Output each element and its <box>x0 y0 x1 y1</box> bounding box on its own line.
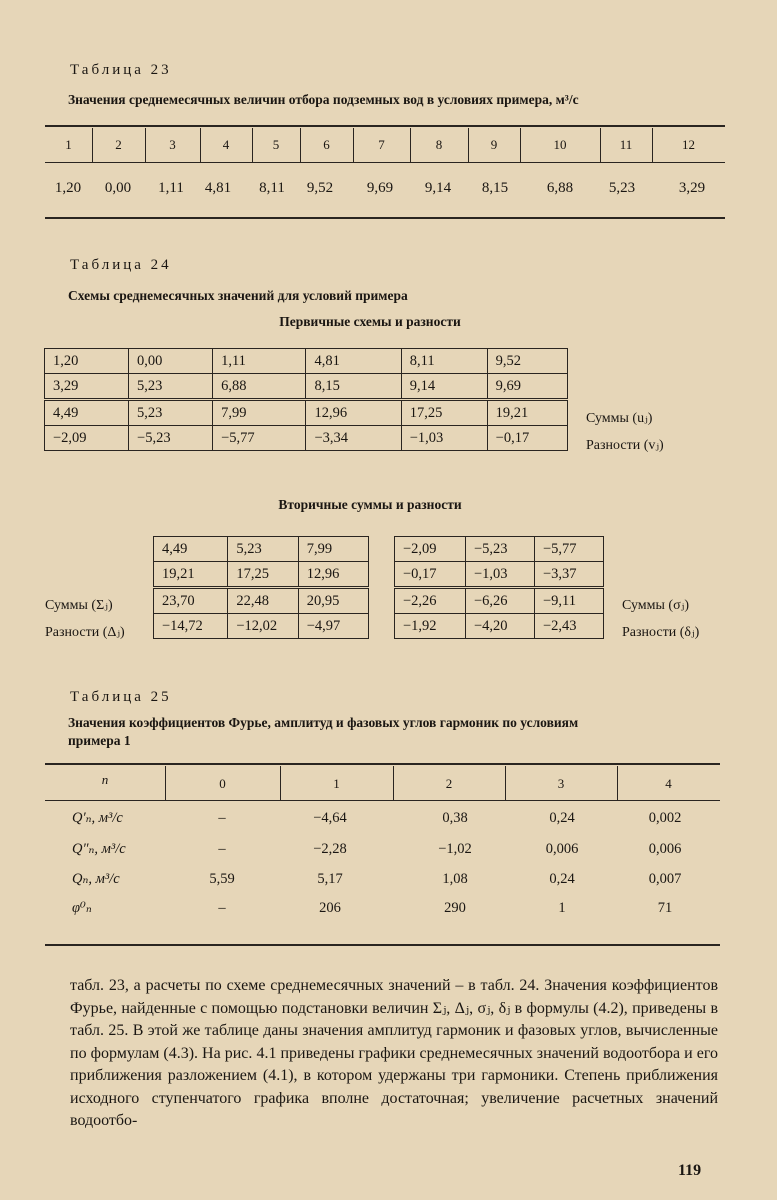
secondary-right-row <box>395 588 604 614</box>
table25-value: 0,006 <box>545 841 579 857</box>
table25-value: 0,38 <box>442 810 468 826</box>
table25-value: – <box>218 841 226 857</box>
secondary-left-cell: 12,96 <box>298 562 368 588</box>
diff-delta-label: Разности (δⱼ) <box>622 625 700 640</box>
table25-value: 71 <box>657 900 673 916</box>
table23-value: 8,15 <box>481 180 509 196</box>
primary-schemes-cell: −0,17 <box>487 426 567 451</box>
secondary-right-row <box>395 537 604 562</box>
table24-label: Таблица 24 <box>70 257 172 273</box>
table23-top-rule <box>45 125 725 127</box>
secondary-right-cell: −1,92 <box>395 614 466 639</box>
table23-value: 1,20 <box>54 180 82 196</box>
table25-col-header: 1 <box>333 776 340 791</box>
primary-schemes-cell: 17,25 <box>401 400 487 426</box>
table25-row-label: Q″ₙ, м³/с <box>72 841 126 857</box>
secondary-right-cell: −5,77 <box>535 537 604 562</box>
secondary-left-cell: 20,95 <box>298 588 368 614</box>
secondary-left-cell: 17,25 <box>228 562 298 588</box>
table25-col-header: 3 <box>557 776 565 791</box>
primary-schemes-cell: 5,23 <box>129 374 213 400</box>
secondary-right-cell: −2,43 <box>535 614 604 639</box>
primary-schemes-cell: 9,52 <box>487 349 567 374</box>
table25-col-header: 0 <box>219 776 226 791</box>
primary-schemes-cell: 7,99 <box>213 400 306 426</box>
table23-month-header: 9 <box>490 137 498 152</box>
table23-value: 0,00 <box>104 180 132 196</box>
primary-schemes-cell: 4,81 <box>306 349 401 374</box>
primary-schemes-cell: −5,77 <box>213 426 306 451</box>
secondary-left-cell: 7,99 <box>298 537 368 562</box>
primary-schemes-cell: 1,20 <box>45 349 129 374</box>
secondary-right-cell: −6,26 <box>466 588 535 614</box>
table25-row-label: φ⁰ₙ <box>72 900 92 916</box>
primary-schemes-cell: −5,23 <box>129 426 213 451</box>
table23-value: 9,14 <box>424 180 452 196</box>
primary-schemes-heading: Первичные схемы и разности <box>279 314 461 329</box>
table23-bottom-rule <box>45 217 725 219</box>
table25-value: −4,64 <box>313 810 347 826</box>
primary-schemes-cell: 8,11 <box>401 349 487 374</box>
secondary-left-row <box>154 562 369 588</box>
secondary-right-row <box>395 614 604 639</box>
table23-month-header: 3 <box>169 137 176 152</box>
table23-month-header: 8 <box>435 137 443 152</box>
secondary-right-cell: −1,03 <box>466 562 535 588</box>
table23-month-header: 6 <box>323 137 330 152</box>
table25-value: – <box>218 810 226 826</box>
diff-v-label: Разности (vⱼ) <box>586 438 664 453</box>
table23-value: 6,88 <box>546 180 574 196</box>
table25-value: – <box>218 900 226 916</box>
table23-month-header: 4 <box>222 137 230 152</box>
secondary-left-cell: 5,23 <box>228 537 298 562</box>
table25-value: 0,002 <box>648 810 682 826</box>
primary-schemes-table <box>44 348 568 451</box>
primary-schemes-cell: 19,21 <box>487 400 567 426</box>
table25-col-header: 2 <box>445 776 453 791</box>
primary-schemes-row <box>45 400 568 426</box>
table25-value: 0,006 <box>648 841 682 857</box>
table25-n-header: n <box>101 772 109 787</box>
table23-month-header: 5 <box>272 137 280 152</box>
table23-month-header: 11 <box>619 137 633 152</box>
secondary-left-cell: 4,49 <box>154 537 228 562</box>
table23-label: Таблица 23 <box>70 62 172 78</box>
page-number: 119 <box>678 1162 702 1179</box>
secondary-left-cell: 22,48 <box>228 588 298 614</box>
table23-value: 5,23 <box>608 180 636 196</box>
table23-value: 3,29 <box>678 180 706 196</box>
table25-value: 0,24 <box>549 810 575 826</box>
secondary-left-row <box>154 588 369 614</box>
primary-schemes-cell: −1,03 <box>401 426 487 451</box>
table23-month-header: 12 <box>682 137 695 152</box>
table23-value: 9,52 <box>306 180 334 196</box>
primary-schemes-cell: 6,88 <box>213 374 306 400</box>
sum-sigma-label: Суммы (σⱼ) <box>622 598 689 613</box>
table25-value: 1,08 <box>442 871 468 887</box>
primary-schemes-cell: 9,14 <box>401 374 487 400</box>
primary-schemes-row <box>45 349 568 374</box>
table25-value: 0,007 <box>648 871 682 887</box>
table23-month-header: 1 <box>65 137 72 152</box>
secondary-right-cell: −2,09 <box>395 537 466 562</box>
table25-value: 290 <box>444 900 466 916</box>
table23-value: 9,69 <box>366 180 394 196</box>
primary-schemes-cell: 8,15 <box>306 374 401 400</box>
table23-header-rule <box>45 162 725 163</box>
diff-Delta-label: Разности (Δⱼ) <box>45 625 125 640</box>
table23-value: 1,11 <box>158 180 184 196</box>
table25-value: 5,59 <box>209 871 235 887</box>
secondary-right-cell: −5,23 <box>466 537 535 562</box>
secondary-right-cell: −0,17 <box>395 562 466 588</box>
table25-value: 206 <box>319 900 341 916</box>
secondary-right-cell: −9,11 <box>535 588 604 614</box>
secondary-left-cell: 19,21 <box>154 562 228 588</box>
table25-caption-line2: примера 1 <box>68 733 131 748</box>
table25-row-label: Q′ₙ, м³/с <box>72 810 123 826</box>
table23-month-header: 10 <box>553 137 567 152</box>
table25-row-label: Qₙ, м³/с <box>72 871 120 887</box>
sum-Sigma-label: Суммы (Σⱼ) <box>45 598 113 613</box>
table25-caption-line1: Значения коэффициентов Фурье, амплитуд и фазовых углов гармоник по условиям <box>68 715 579 730</box>
table23-value: 8,11 <box>259 180 285 196</box>
primary-schemes-cell: 0,00 <box>129 349 213 374</box>
table25-value: −2,28 <box>313 841 347 857</box>
primary-schemes-cell: 9,69 <box>487 374 567 400</box>
primary-schemes-cell: −2,09 <box>45 426 129 451</box>
secondary-right-cell: −4,20 <box>466 614 535 639</box>
secondary-left-cell: 23,70 <box>154 588 228 614</box>
table25-value: 1 <box>558 900 566 916</box>
primary-schemes-cell: 3,29 <box>45 374 129 400</box>
table25-value: 5,17 <box>317 871 343 887</box>
secondary-left-table <box>153 536 369 639</box>
secondary-left-row <box>154 537 369 562</box>
secondary-left-row <box>154 614 369 639</box>
table23-month-header: 7 <box>378 137 385 152</box>
table25-value: −1,02 <box>438 841 472 857</box>
secondary-left-cell: −4,97 <box>298 614 368 639</box>
secondary-right-table <box>394 536 604 639</box>
secondary-right-cell: −3,37 <box>535 562 604 588</box>
secondary-left-cell: −14,72 <box>154 614 228 639</box>
secondary-right-cell: −2,26 <box>395 588 466 614</box>
table25-header-rule <box>45 800 720 801</box>
sum-u-label: Суммы (uⱼ) <box>586 411 653 426</box>
primary-schemes-cell: 5,23 <box>129 400 213 426</box>
secondary-heading: Вторичные суммы и разности <box>278 497 462 512</box>
secondary-right-row <box>395 562 604 588</box>
primary-schemes-cell: −3,34 <box>306 426 401 451</box>
primary-schemes-cell: 12,96 <box>306 400 401 426</box>
table25-label: Таблица 25 <box>70 689 172 705</box>
body-paragraph: табл. 23, а расчеты по схеме среднемесячных значений – в табл. 24. Значения коэффициентов Фурье, найденные с помощью подстановки величин Σⱼ, Δⱼ, σⱼ, δⱼ в формулы (4.2), приведены в табл. 25. В этой же таблице даны значения амплитуд гармоник и фазовых углов, вычисленные по формулам (4.3). На рис. 4.1 приведены графики среднемесячных значений водоотбора и его приближения разложением (4.1), в котором удержаны три гармоники. Степень приближения исходного ступенчатого графика вполне достаточная; увеличение расчетных значений водоотбо- <box>70 977 718 1129</box>
table24-caption: Схемы среднемесячных значений для условий примера <box>68 288 408 303</box>
table25-top-rule <box>45 763 720 765</box>
secondary-left-cell: −12,02 <box>228 614 298 639</box>
primary-schemes-cell: 4,49 <box>45 400 129 426</box>
table23-value: 4,81 <box>204 180 232 196</box>
table23-caption: Значения среднемесячных величин отбора подземных вод в условиях примера, м³/с <box>68 92 579 107</box>
primary-schemes-row <box>45 374 568 400</box>
table23-month-header: 2 <box>115 137 122 152</box>
primary-schemes-row <box>45 426 568 451</box>
table25-value: 0,24 <box>549 871 575 887</box>
table25-col-header: 4 <box>665 776 672 791</box>
table25-bottom-rule <box>45 944 720 946</box>
primary-schemes-cell: 1,11 <box>213 349 306 374</box>
